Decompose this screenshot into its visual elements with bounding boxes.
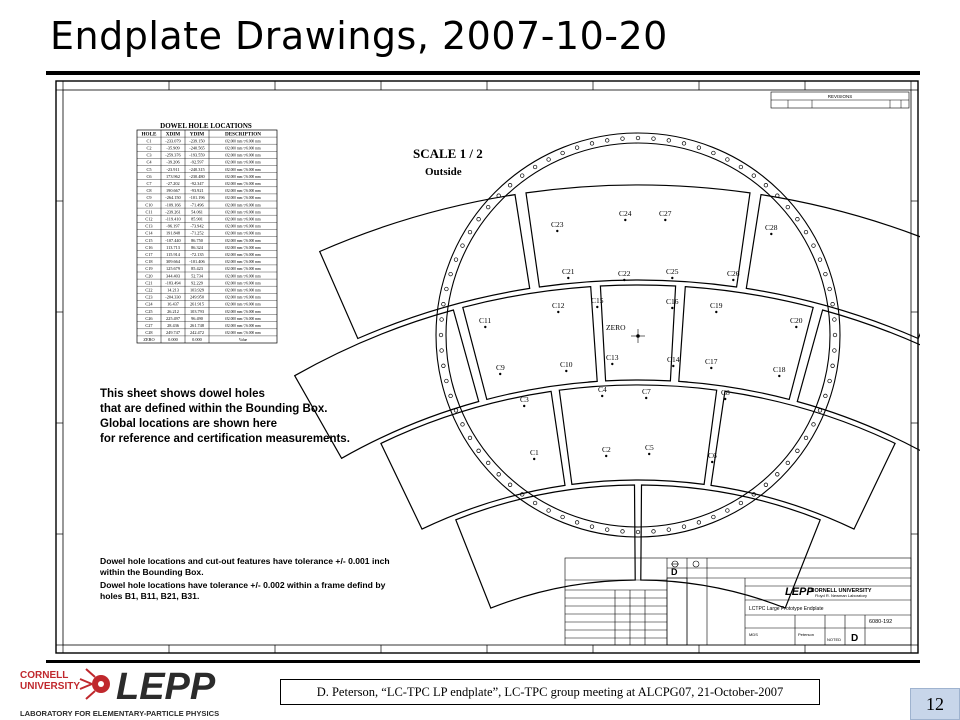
table-header-cell: YDIM bbox=[189, 131, 205, 138]
dowel-hole-mark bbox=[596, 306, 598, 308]
table-cell: -72.135 bbox=[190, 252, 204, 257]
tb-lab: Floyd R. Newman Laboratory bbox=[814, 593, 868, 598]
table-cell: Ø2.000 mm ▽6.000 mm bbox=[225, 174, 261, 179]
page-number: 12 bbox=[910, 688, 960, 720]
hole-label: C18 bbox=[773, 365, 786, 374]
table-cell: 225.497 bbox=[166, 315, 180, 321]
tb-owner: Peterson bbox=[798, 632, 815, 637]
dowel-hole-mark bbox=[557, 311, 559, 313]
table-cell: -71.252 bbox=[190, 230, 204, 236]
hole-label: C22 bbox=[618, 269, 631, 278]
table-cell: -239.261 bbox=[165, 209, 181, 215]
table-cell: -101.196 bbox=[189, 195, 205, 201]
table-cell: 173.962 bbox=[166, 173, 180, 179]
table-cell: -23.911 bbox=[166, 166, 180, 172]
hole-label: C19 bbox=[710, 301, 723, 310]
table-cell: Ø2.000 mm ▽6.000 mm bbox=[225, 288, 261, 293]
table-cell: -39.206 bbox=[166, 159, 180, 165]
table-cell: 261.915 bbox=[190, 301, 204, 307]
logo-cornell: CORNELL bbox=[20, 670, 69, 681]
table-header-cell: DESCRIPTION bbox=[224, 131, 262, 138]
table-cell: C14 bbox=[145, 230, 153, 236]
title-underline bbox=[46, 71, 920, 75]
dowel-hole-mark bbox=[565, 370, 567, 372]
table-cell: C10 bbox=[145, 202, 153, 208]
logo-name: LEPP bbox=[116, 666, 216, 708]
hole-label: C1 bbox=[530, 448, 539, 457]
footer-citation: D. Peterson, “LC-TPC LP endplate”, LC-TPC group meeting at ALCPG07, 21-October-2007 bbox=[280, 679, 820, 705]
table-cell: -96.197 bbox=[166, 223, 180, 229]
hole-label: C2 bbox=[602, 445, 611, 454]
hole-label: C3 bbox=[520, 395, 529, 404]
table-cell: -259.376 bbox=[165, 152, 181, 158]
table-cell: C13 bbox=[145, 223, 153, 229]
table-cell: Ø2.000 mm ▽6.000 mm bbox=[225, 224, 261, 229]
hole-label: C9 bbox=[496, 363, 505, 372]
table-cell: Ø2.000 mm ▽6.000 mm bbox=[225, 324, 261, 328]
hole-label: C17 bbox=[705, 357, 718, 366]
table-cell: Ø2.000 mm ▽6.000 mm bbox=[225, 309, 261, 314]
table-cell: C17 bbox=[145, 252, 153, 257]
hole-label: C21 bbox=[562, 267, 575, 276]
note-line: Global locations are shown here bbox=[100, 418, 278, 430]
table-cell: 85.423 bbox=[191, 266, 203, 272]
hole-label: C10 bbox=[560, 360, 573, 369]
tolerance-line: Dowel hole locations have tolerance +/- 0.002 within a frame defind by bbox=[100, 580, 386, 590]
table-cell: C26 bbox=[145, 315, 153, 321]
hole-label: C20 bbox=[790, 316, 803, 325]
table-cell: C28 bbox=[145, 330, 153, 336]
tolerance-line: holes B1, B11, B21, B31. bbox=[100, 591, 200, 601]
table-cell: 344.403 bbox=[166, 273, 180, 279]
svg-text:D: D bbox=[671, 567, 678, 577]
dowel-hole-mark bbox=[672, 365, 674, 367]
hole-label: C25 bbox=[666, 267, 679, 276]
hole-label: C23 bbox=[551, 220, 564, 229]
table-cell: Ø2.000 mm ▽6.000 mm bbox=[225, 160, 261, 165]
dowel-hole-mark bbox=[664, 219, 666, 221]
table-cell: 242.472 bbox=[190, 330, 204, 336]
table-cell: C21 bbox=[145, 280, 153, 286]
tb-drawn-by: MDS bbox=[749, 632, 758, 637]
dowel-hole-mark bbox=[611, 363, 613, 365]
tb-drawing-number: 6080-192 bbox=[869, 619, 893, 625]
table-cell: 26.212 bbox=[167, 308, 179, 314]
hole-label: C13 bbox=[606, 353, 619, 362]
table-cell: C24 bbox=[145, 301, 153, 307]
dowel-hole-mark bbox=[484, 326, 486, 328]
table-cell: Ø2.000 mm ▽6.000 mm bbox=[225, 267, 261, 272]
table-cell: 191.848 bbox=[166, 230, 180, 236]
table-cell: C9 bbox=[146, 195, 152, 201]
table-cell: Ø2.000 mm ▽6.000 mm bbox=[225, 139, 261, 144]
table-cell: Ø2.000 mm ▽6.000 mm bbox=[225, 146, 261, 151]
hole-label: C15 bbox=[591, 296, 604, 305]
hole-label: C4 bbox=[598, 385, 607, 394]
dowel-hole-mark bbox=[601, 395, 603, 397]
table-cell: -92.347 bbox=[190, 181, 204, 186]
table-cell: 16.437 bbox=[167, 301, 179, 307]
table-cell: 52.734 bbox=[191, 273, 203, 279]
table-cell: 54.061 bbox=[191, 209, 203, 215]
table-cell: 85.901 bbox=[191, 216, 203, 222]
table-cell: 92.229 bbox=[191, 280, 203, 286]
table-cell: 125.679 bbox=[166, 266, 180, 272]
table-cell: C23 bbox=[145, 294, 153, 300]
dowel-hole-mark bbox=[556, 230, 558, 232]
table-cell: -239.150 bbox=[189, 138, 205, 144]
table-cell: C8 bbox=[146, 188, 152, 194]
table-cell: 0.000 bbox=[192, 337, 202, 343]
table-cell: Value bbox=[238, 338, 248, 343]
table-cell: C4 bbox=[146, 159, 152, 165]
table-cell: 309.664 bbox=[166, 259, 180, 265]
table-cell: Ø2.000 mm ▽6.000 mm bbox=[225, 217, 261, 222]
table-cell: 86.750 bbox=[191, 237, 203, 243]
dowel-hole-mark bbox=[605, 455, 607, 457]
table-cell: Ø2.000 mm ▽6.000 mm bbox=[225, 295, 261, 300]
table-header-cell: XDIM bbox=[165, 131, 181, 138]
table-cell: 249.747 bbox=[166, 330, 180, 336]
table-cell: Ø2.000 mm ▽6.000 mm bbox=[225, 245, 261, 250]
dowel-hole-mark bbox=[624, 219, 626, 221]
table-cell: Ø2.000 mm ▽6.000 mm bbox=[225, 260, 261, 265]
dowel-hole-mark bbox=[770, 233, 772, 235]
table-cell: C12 bbox=[145, 216, 153, 222]
table-cell: -183.494 bbox=[165, 280, 181, 286]
table-cell: 0.000 bbox=[168, 337, 178, 343]
dowel-hole-mark bbox=[724, 398, 726, 400]
table-cell: 113.713 bbox=[166, 244, 180, 250]
table-cell: -193.559 bbox=[189, 152, 205, 158]
logo-university: UNIVERSITY bbox=[20, 681, 81, 692]
table-cell: C27 bbox=[145, 323, 153, 328]
table-cell: -107.440 bbox=[165, 237, 181, 243]
note-line: for reference and certification measurements. bbox=[100, 433, 350, 445]
hole-label: C16 bbox=[666, 297, 679, 306]
table-cell: -240.315 bbox=[189, 166, 205, 172]
dowel-hole-mark bbox=[648, 453, 650, 455]
table-cell: -92.597 bbox=[190, 159, 204, 165]
table-cell: -264.150 bbox=[165, 195, 181, 201]
tb-part-title: LCTPC Large Prototype Endplate bbox=[749, 606, 824, 612]
table-header-cell: HOLE bbox=[141, 131, 157, 138]
table-cell: Ø2.000 mm ▽6.000 mm bbox=[225, 253, 261, 257]
table-cell: 103.793 bbox=[190, 308, 204, 314]
dowel-hole-mark bbox=[645, 397, 647, 399]
hole-label: C8 bbox=[721, 388, 730, 397]
dowel-hole-mark bbox=[732, 279, 734, 281]
tolerance-line: within the Bounding Box. bbox=[100, 567, 204, 577]
hole-label: C5 bbox=[645, 443, 654, 452]
table-cell: -35.909 bbox=[166, 145, 180, 151]
table-cell: Ø2.000 mm ▽6.000 mm bbox=[225, 196, 261, 201]
table-cell: C25 bbox=[145, 308, 153, 314]
table-cell: -119.410 bbox=[165, 216, 181, 222]
table-cell: 103.929 bbox=[190, 287, 204, 293]
table-cell: 14.213 bbox=[167, 287, 179, 293]
dowel-hole-mark bbox=[778, 375, 780, 377]
table-cell: -230.480 bbox=[189, 173, 205, 179]
tolerance-line: Dowel hole locations and cut-out features have tolerance +/- 0.001 inch bbox=[100, 556, 390, 566]
table-cell: -27.202 bbox=[166, 181, 180, 186]
table-cell: C18 bbox=[145, 259, 153, 265]
tb-lepp: LEPP bbox=[785, 586, 814, 598]
table-cell: C11 bbox=[145, 209, 153, 215]
hole-label: C14 bbox=[667, 355, 680, 364]
dowel-hole-mark bbox=[710, 367, 712, 369]
table-cell: 96.490 bbox=[191, 315, 203, 321]
dowel-hole-mark bbox=[795, 326, 797, 328]
logo-burst-icon bbox=[80, 669, 110, 699]
table-cell: C16 bbox=[145, 244, 153, 250]
view-label: Outside bbox=[425, 166, 462, 178]
hole-label: C11 bbox=[479, 316, 492, 325]
dowel-hole-mark bbox=[671, 307, 673, 309]
dowel-hole-mark bbox=[533, 458, 535, 460]
table-cell: Ø2.000 mm ▽6.000 mm bbox=[225, 302, 261, 307]
table-cell: Ø2.000 mm ▽6.000 mm bbox=[225, 203, 261, 208]
note-line: that are defined within the Bounding Box. bbox=[100, 403, 328, 415]
table-cell: Ø2.000 mm ▽6.000 mm bbox=[225, 153, 261, 158]
dowel-hole-mark bbox=[623, 279, 625, 281]
table-cell: C3 bbox=[146, 152, 152, 158]
table-cell: C7 bbox=[146, 181, 152, 186]
hole-label: C12 bbox=[552, 301, 565, 310]
table-cell: -204.330 bbox=[165, 294, 181, 300]
zero-label: ZERO bbox=[606, 323, 626, 332]
table-cell: Ø2.000 mm ▽6.000 mm bbox=[225, 331, 261, 336]
scale-label: SCALE 1 / 2 bbox=[413, 146, 483, 161]
tb-scale: NOTED bbox=[827, 637, 841, 642]
table-cell: -71.496 bbox=[190, 202, 204, 208]
table-cell: C1 bbox=[146, 138, 152, 144]
table-title: DOWEL HOLE LOCATIONS bbox=[160, 122, 252, 130]
table-cell: Ø2.000 mm ▽6.000 mm bbox=[225, 238, 261, 243]
lepp-logo bbox=[20, 665, 235, 720]
slide-title: Endplate Drawings, 2007-10-20 bbox=[50, 14, 668, 58]
hole-label: C7 bbox=[642, 387, 651, 396]
dowel-hole-mark bbox=[715, 311, 717, 313]
table-cell: C2 bbox=[146, 145, 152, 151]
note-line: This sheet shows dowel holes bbox=[100, 388, 265, 400]
table-cell: C20 bbox=[145, 273, 153, 279]
dowel-hole-mark bbox=[671, 277, 673, 279]
endplate-drawing bbox=[55, 80, 920, 655]
table-cell: 86.324 bbox=[191, 244, 203, 250]
table-cell: C6 bbox=[146, 173, 152, 179]
table-cell: C22 bbox=[145, 287, 153, 293]
table-cell: Ø2.000 mm ▽6.000 mm bbox=[225, 316, 261, 321]
table-cell: 190.667 bbox=[166, 188, 180, 194]
table-cell: -109.166 bbox=[165, 202, 181, 208]
table-cell: -73.942 bbox=[190, 223, 204, 229]
table-cell: -233.079 bbox=[165, 138, 181, 144]
table-cell: -240.565 bbox=[189, 145, 205, 151]
table-cell: Ø2.000 mm ▽6.000 mm bbox=[225, 189, 261, 194]
dowel-hole-mark bbox=[567, 277, 569, 279]
footer-rule bbox=[46, 660, 920, 663]
hole-label: C27 bbox=[659, 209, 672, 218]
table-cell: 115.914 bbox=[166, 252, 180, 257]
revisions-label: REVISIONS bbox=[827, 94, 853, 99]
table-cell: Ø2.000 mm ▽6.000 mm bbox=[225, 231, 261, 236]
dowel-hole-mark bbox=[499, 373, 501, 375]
table-cell: Ø2.000 mm ▽6.000 mm bbox=[225, 182, 261, 186]
table-cell: Ø2.000 mm ▽6.000 mm bbox=[225, 274, 261, 279]
table-cell: -101.406 bbox=[189, 259, 205, 265]
table-cell: 28.436 bbox=[167, 323, 179, 328]
hole-label: C26 bbox=[727, 269, 740, 278]
table-cell: 249.950 bbox=[190, 294, 204, 300]
table-cell: Ø2.000 mm ▽6.000 mm bbox=[225, 210, 261, 215]
table-cell: C19 bbox=[145, 266, 153, 272]
logo-subtitle: LABORATORY FOR ELEMENTARY-PARTICLE PHYSICS bbox=[20, 709, 220, 718]
hole-label: C6 bbox=[708, 451, 717, 460]
tb-size: D bbox=[851, 633, 859, 644]
table-cell: C15 bbox=[145, 237, 153, 243]
table-cell: C5 bbox=[146, 166, 152, 172]
table-cell: Ø2.000 mm ▽6.000 mm bbox=[225, 167, 261, 172]
tb-institution: CORNELL UNIVERSITY bbox=[810, 588, 872, 594]
table-cell: Ø2.000 mm ▽6.000 mm bbox=[225, 281, 261, 286]
hole-label: C24 bbox=[619, 209, 632, 218]
hole-label: C28 bbox=[765, 223, 778, 232]
dowel-hole-mark bbox=[523, 405, 525, 407]
table-cell: -93.921 bbox=[190, 188, 204, 194]
table-cell: 261.748 bbox=[190, 323, 204, 328]
dowel-hole-mark bbox=[711, 461, 713, 463]
table-cell: ZERO bbox=[143, 337, 155, 343]
